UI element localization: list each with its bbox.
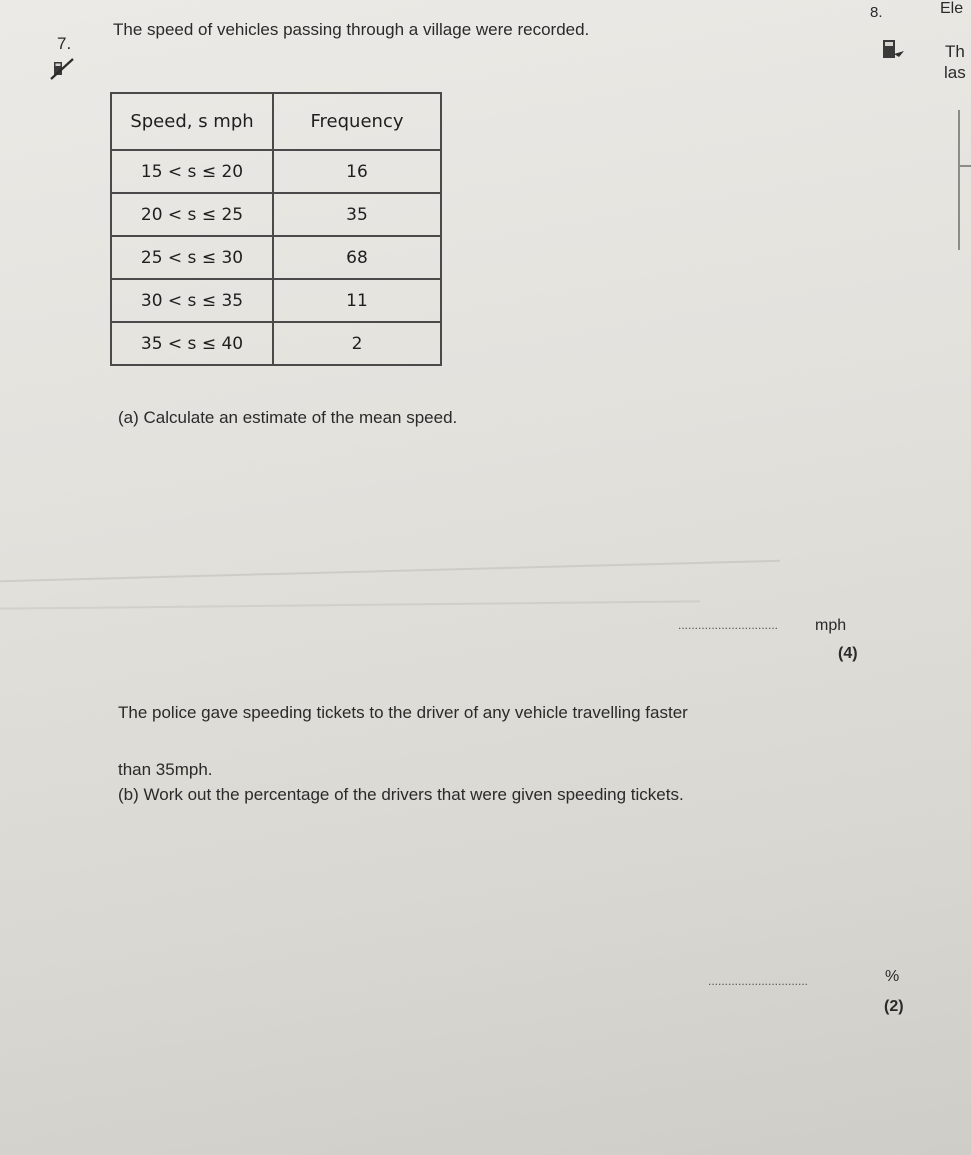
part-a-question: (a) Calculate an estimate of the mean speed.	[118, 408, 458, 427]
question-intro: The speed of vehicles passing through a village were recorded.	[113, 20, 590, 39]
frequency-cell: 68	[273, 236, 441, 279]
table-row	[111, 279, 441, 322]
question-number: 7.	[57, 34, 72, 53]
table-row	[111, 150, 441, 193]
table-header-row	[111, 93, 441, 150]
calculator-allowed-icon	[880, 38, 904, 60]
frequency-cell: 2	[273, 322, 441, 365]
frequency-cell: 11	[273, 279, 441, 322]
paper-crease	[0, 600, 700, 609]
next-page-table-edge	[958, 110, 971, 250]
part-b-lead-text: The police gave speeding tickets to the driver of any vehicle travelling faster	[118, 703, 688, 722]
table-row	[111, 236, 441, 279]
part-b-lead-text: than 35mph.	[118, 760, 213, 779]
part-a-marks: (4)	[838, 645, 858, 662]
part-a-answer-line[interactable]: ..............................	[678, 618, 779, 632]
next-question-title: Ele	[940, 0, 964, 17]
part-b-question: (b) Work out the percentage of the drivers that were given speeding tickets.	[118, 785, 684, 804]
calculator-not-allowed-icon	[50, 57, 74, 81]
speed-class-cell: 35 < s ≤ 40	[111, 322, 273, 365]
speed-class-cell: 30 < s ≤ 35	[111, 279, 273, 322]
table-row	[111, 322, 441, 365]
next-question-number: 8.	[870, 4, 883, 21]
speed-class-cell: 20 < s ≤ 25	[111, 193, 273, 236]
paper-crease	[0, 560, 780, 582]
column-header-frequency: Frequency	[273, 93, 441, 150]
speed-class-cell: 15 < s ≤ 20	[111, 150, 273, 193]
table-row	[111, 193, 441, 236]
column-header-speed: Speed, s mph	[111, 93, 273, 150]
next-question-text-line: Th	[945, 42, 965, 61]
speed-class-cell: 25 < s ≤ 30	[111, 236, 273, 279]
frequency-cell: 35	[273, 193, 441, 236]
part-a-unit: mph	[815, 617, 847, 634]
part-b-unit: %	[885, 968, 900, 985]
part-b-marks: (2)	[884, 998, 904, 1015]
part-b-answer-line[interactable]: ..............................	[708, 974, 809, 988]
speed-frequency-table	[110, 92, 442, 366]
next-question-text-line: las	[944, 63, 966, 82]
frequency-cell: 16	[273, 150, 441, 193]
